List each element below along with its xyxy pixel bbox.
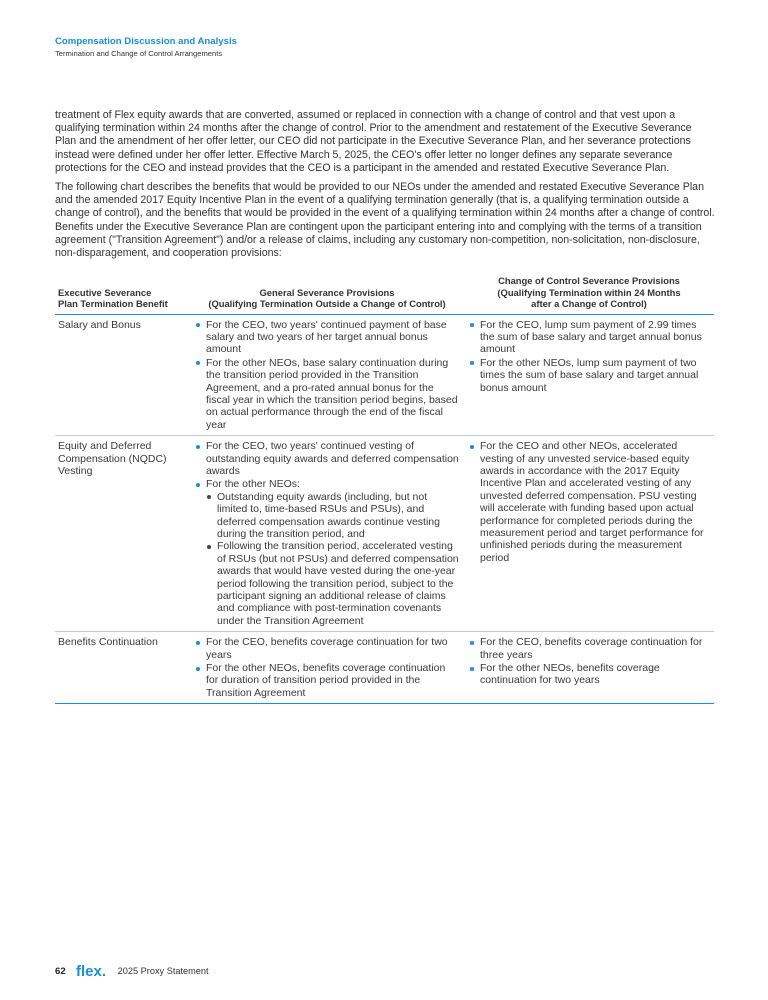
coc-cell [464,632,714,704]
list-item: For the other NEOs, lump sum payment of two times the sum of base salary and target annual bonus amount [468,357,710,394]
sub-list [206,491,460,627]
list-item: For the other NEOs, base salary continuation during the transition period provided in the Transition Agreement, and a pro-rated annual bonus for the fiscal year in which the transition period begins, based on actual performance through the end of the fiscal year [194,357,460,431]
header-general-line-2: (Qualifying Termination Outside a Change of Control) [208,298,446,309]
list-item: For the CEO, lump sum payment of 2.99 times the sum of base salary and target annual bonus amount [468,319,710,356]
coc-list [468,319,710,394]
document-title: 2025 Proxy Statement [117,966,209,976]
header-general [190,273,464,314]
list-item: For the CEO, benefits coverage continuation for two years [194,636,460,661]
header-benefit-line-1: Executive Severance [58,286,152,298]
header-benefit [55,273,190,314]
list-item: For the other NEOs, benefits coverage continuation for duration of transition period provided in the Transition Agreement [194,662,460,699]
list-item [194,478,460,627]
subsection-title: Termination and Change of Control Arrangements [55,49,223,58]
flex-logo [76,963,108,979]
page-number: 62 [55,965,66,977]
list-item: For the CEO, two years' continued payment of base salary and two years of her target annual bonus amount [194,319,460,356]
section-title: Compensation Discussion and Analysis [55,36,237,47]
list-item-text: For the other NEOs: [206,478,300,491]
severance-table [55,273,714,704]
list-item: For the CEO, two years' continued vesting of outstanding equity awards and deferred compensation awards [194,440,460,477]
header-general-line-1: General Severance Provisions [259,286,395,298]
list-item: For the CEO and other NEOs, accelerated vesting of any unvested service-based equity awards in accordance with the 2017 Equity Incentive Plan and accelerated vesting of any unvested deferred compensation. PSU vesting will accelerate with funding based upon actual performance for completed periods during the measurement period and target performance for unfinished periods during the measurement period [468,440,710,564]
table-header-row [55,273,714,314]
coc-cell [464,436,714,632]
coc-list [468,636,710,687]
general-cell [190,632,464,704]
benefit-cell: Benefits Continuation [55,632,190,704]
coc-cell [464,314,714,436]
paragraph-2: The following chart describes the benefits that would be provided to our NEOs under the amended and restated Executive Severance Plan and the amended 2017 Equity Incentive Plan in the event of a qualifying termination generally (that is, a qualifying termination outside a change of control), and the benefits that would be provided in the event of a qualifying termination within 24 months after a change of control. Benefits under the Executive Severance Plan are contingent upon the participant entering into and complying with the terms of a transition agreement ("Transition Agreement") and/or a release of claims, including any customary non-competition, non-solicitation, non-disclosure, non-disparagement, and cooperation provisions: [55,181,715,260]
header-coc-line-3: after a Change of Control) [531,298,647,309]
running-header [55,36,237,59]
header-coc [464,273,714,314]
list-item: For the CEO, benefits coverage continuation for three years [468,636,710,661]
benefit-cell: Equity and Deferred Compensation (NQDC) Vesting [55,436,190,632]
sub-list-item: Outstanding equity awards (including, but not limited to, time-based RSUs and PSUs), and deferred compensation awards continue vesting during the transition period, and [206,491,460,541]
general-cell [190,314,464,436]
flex-logo-text: flex. [75,963,106,979]
header-benefit-line-2: Plan Termination Benefit [58,298,168,309]
table-row-benefits-continuation [55,632,714,704]
sub-list-item: Following the transition period, accelerated vesting of RSUs (but not PSUs) and deferred compensation awards that would have vested during the one-year period following the transition period, subject to the participant signing an additional release of claims and compliance with post-termination covenants under the Transition Agreement [206,540,460,627]
general-list [194,319,460,432]
coc-list [468,440,710,564]
general-cell [190,436,464,632]
general-list [194,440,460,627]
body-text [55,109,715,266]
table-row-salary-bonus [55,314,714,436]
paragraph-1: treatment of Flex equity awards that are converted, assumed or replaced in connection with a change of control and that vest upon a qualifying termination within 24 months after the change of control. Prior to the amendment and restatement of the Executive Severance Plan and the amendment of her offer letter, our CEO did not participate in the Executive Severance Plan, and her severance protections instead were defined under her offer letter. Effective March 5, 2025, the CEO's offer letter no longer defines any separate severance protections for the CEO and instead provides that the CEO is a participant in the amended and restated Executive Severance Plan. [55,109,692,174]
list-item: For the other NEOs, benefits coverage continuation for two years [468,662,710,687]
header-coc-line-1: Change of Control Severance Provisions [498,275,680,286]
general-list [194,636,460,699]
page-footer [55,962,209,980]
table-row-equity-vesting [55,436,714,632]
header-coc-line-2: (Qualifying Termination within 24 Months [497,286,681,298]
benefit-cell: Salary and Bonus [55,314,190,436]
